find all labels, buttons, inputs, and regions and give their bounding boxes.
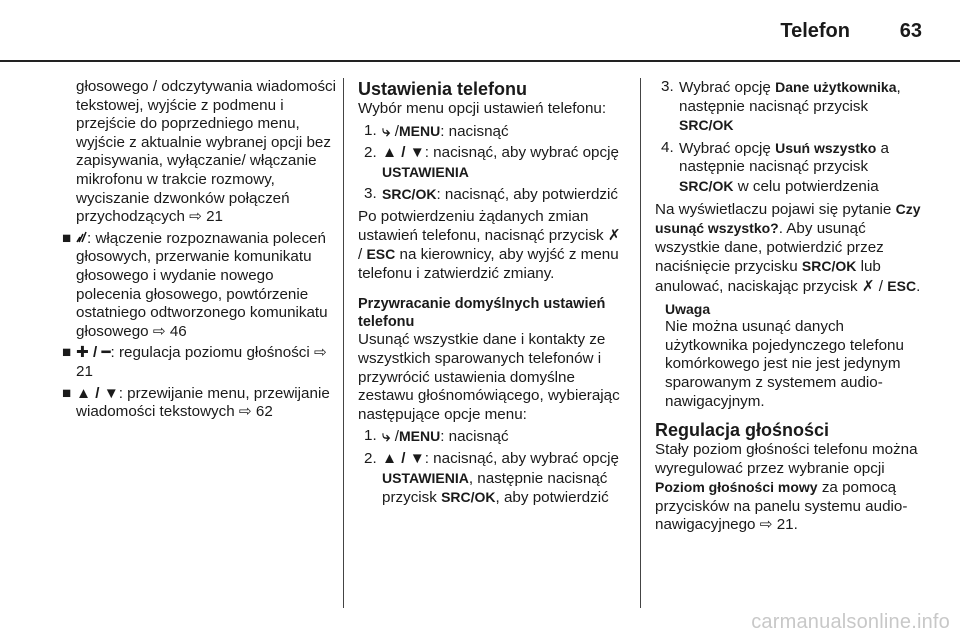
- key-label: MENU: [398, 428, 441, 445]
- paragraph: Po potwierdzeniu żądanych zmian ustawień telefonu, nacisnąć przycisk ✗ / ESC na kierownicy, aby wyjść z menu telefonu i zatwierdzić zmiany.: [358, 207, 621, 282]
- note-box: [655, 300, 923, 412]
- section-title: Telefon: [780, 20, 850, 42]
- voice-icon: [76, 230, 87, 249]
- key-label: USTAWIENIA: [382, 163, 469, 180]
- page-ref: 21: [76, 362, 93, 380]
- page-ref-arrow-icon: ⇨: [189, 208, 202, 226]
- page-number: 63: [899, 20, 922, 42]
- column-divider-1: [343, 78, 344, 608]
- column-2: [358, 78, 626, 511]
- key-label: SRC/OK: [382, 186, 437, 203]
- key-label: ESC: [366, 246, 396, 263]
- page-header: [0, 0, 960, 62]
- page-ref: 21: [206, 208, 224, 226]
- section-heading: Ustawienia telefonu: [358, 79, 528, 99]
- paragraph: Stały poziom głośności telefonu można wyregulować przez wybranie opcji Poziom głośności mowy za pomocą przycisków na panelu systemu audio-nawigacyjnego ⇨ 21.: [655, 441, 918, 534]
- column-1: [62, 78, 338, 425]
- note-title: Uwaga: [665, 300, 711, 317]
- list-item: 1. ⤷ /MENU: nacisnąć: [364, 427, 509, 446]
- watermark: carmanualsonline.info: [751, 611, 950, 633]
- paragraph: Wybór menu opcji ustawień telefonu:: [358, 100, 607, 117]
- key-label: Dane użytkownika: [775, 79, 897, 95]
- key-label: MENU: [398, 122, 441, 139]
- page-ref-arrow-icon: ⇨: [152, 322, 166, 340]
- list-item: ■ ✚ / ━: regulacja poziomu głośności ⇨ 21: [62, 344, 327, 380]
- page-ref-arrow-icon: ⇨: [238, 403, 252, 421]
- key-label: Usuń wszystko: [775, 139, 877, 156]
- key-label: Czy usunąć wszystko?: [655, 200, 921, 237]
- list-item: 3. SRC/OK: nacisnąć, aby potwierdzić: [364, 185, 618, 204]
- list-item: 4. Wybrać opcję Usuń wszystko a następnie nacisnąć przycisk SRC/OK w celu potwierdzenia: [661, 138, 889, 195]
- key-label: SRC/OK: [441, 489, 496, 506]
- sub-heading: Przywracanie domyślnych ustawień telefonu: [358, 296, 606, 331]
- list-item: ■ : włączenie rozpoznawania poleceń głosowych, przerwanie komunikatu głosowego i wydanie nowego polecenia głosowego, powtórzenie ostatniego odtworzonego komunikatu głosowego ⇨ 46: [62, 229, 328, 340]
- page-ref-arrow-icon: ⇨: [314, 344, 327, 362]
- key-label: ESC: [887, 277, 917, 294]
- back-icon: ⤷: [382, 122, 391, 140]
- back-icon: ⤷: [382, 428, 391, 446]
- list-item: 2. ▲ / ▼: nacisnąć, aby wybrać opcję USTAWIENIA, następnie nacisnąć przycisk SRC/OK, aby potwierdzić: [364, 449, 619, 507]
- bullet-icon: ■: [62, 384, 72, 402]
- continued-text: głosowego / odczytywania wiadomości tekstowej, wyjście z podmenu i przejście do poprzedniego menu, wyjście z aktualnie wybranej opcji bez zapisywania, wyłączanie/ włączanie mikrofonu w trakcie rozmowy, wyciszanie dzwonków połączeń przychodzących ⇨ 21: [76, 78, 337, 226]
- up-down-arrows-icon: ▲ / ▼: [382, 144, 425, 162]
- mute-icon: ✗: [861, 277, 875, 295]
- page-ref: 21.: [776, 516, 798, 534]
- bullet-icon: ■: [62, 229, 72, 247]
- up-down-arrows-icon: ▲ / ▼: [76, 384, 119, 402]
- key-label: USTAWIENIA: [382, 469, 469, 486]
- key-label: SRC/OK: [679, 177, 734, 194]
- list-item: ■ ▲ / ▼: przewijanie menu, przewijanie wiadomości tekstowych ⇨ 62: [62, 384, 330, 421]
- header-divider: [0, 60, 960, 62]
- paragraph: Usunąć wszystkie dane i kontakty ze wszystkich sparowanych telefonów i przywrócić ustawienia domyślne zestawu głośnomówiącego, wybierając następujące opcje menu:: [358, 331, 620, 423]
- note-text: Nie można usunąć danych użytkownika pojedynczego telefonu komórkowego jest nie jest jedynym sparowanym z systemem audio-nawigacyjnym.: [665, 318, 904, 410]
- key-label: SRC/OK: [679, 117, 734, 134]
- list-item: 2. ▲ / ▼: nacisnąć, aby wybrać opcję USTAWIENIA: [364, 144, 619, 180]
- column-3: [655, 78, 923, 538]
- section-heading: Regulacja głośności: [655, 420, 830, 441]
- column-divider-2: [640, 78, 641, 608]
- mute-icon: ✗: [607, 226, 621, 244]
- page-ref-arrow-icon: ⇨: [759, 516, 773, 534]
- list-item: 3. Wybrać opcję Dane użytkownika, następnie nacisnąć przycisk SRC/OK: [661, 78, 901, 134]
- key-label: Poziom głośności mowy: [655, 479, 818, 496]
- page-ref: 46: [169, 322, 187, 340]
- key-label: SRC/OK: [801, 258, 857, 275]
- plus-minus-icon: ✚ / ━: [76, 344, 111, 362]
- paragraph: Na wyświetlaczu pojawi się pytanie Czy usunąć wszystko?. Aby usunąć wszystkie dane, potwierdzić przez naciśnięcie przycisku SRC/OK lub anulować, naciskając przycisk ✗ / ESC.: [655, 200, 921, 295]
- up-down-arrows-icon: ▲ / ▼: [382, 449, 425, 467]
- bullet-icon: ■: [62, 344, 72, 362]
- list-item: 1. ⤷ /MENU: nacisnąć: [364, 121, 509, 140]
- page-ref: 62: [255, 403, 273, 421]
